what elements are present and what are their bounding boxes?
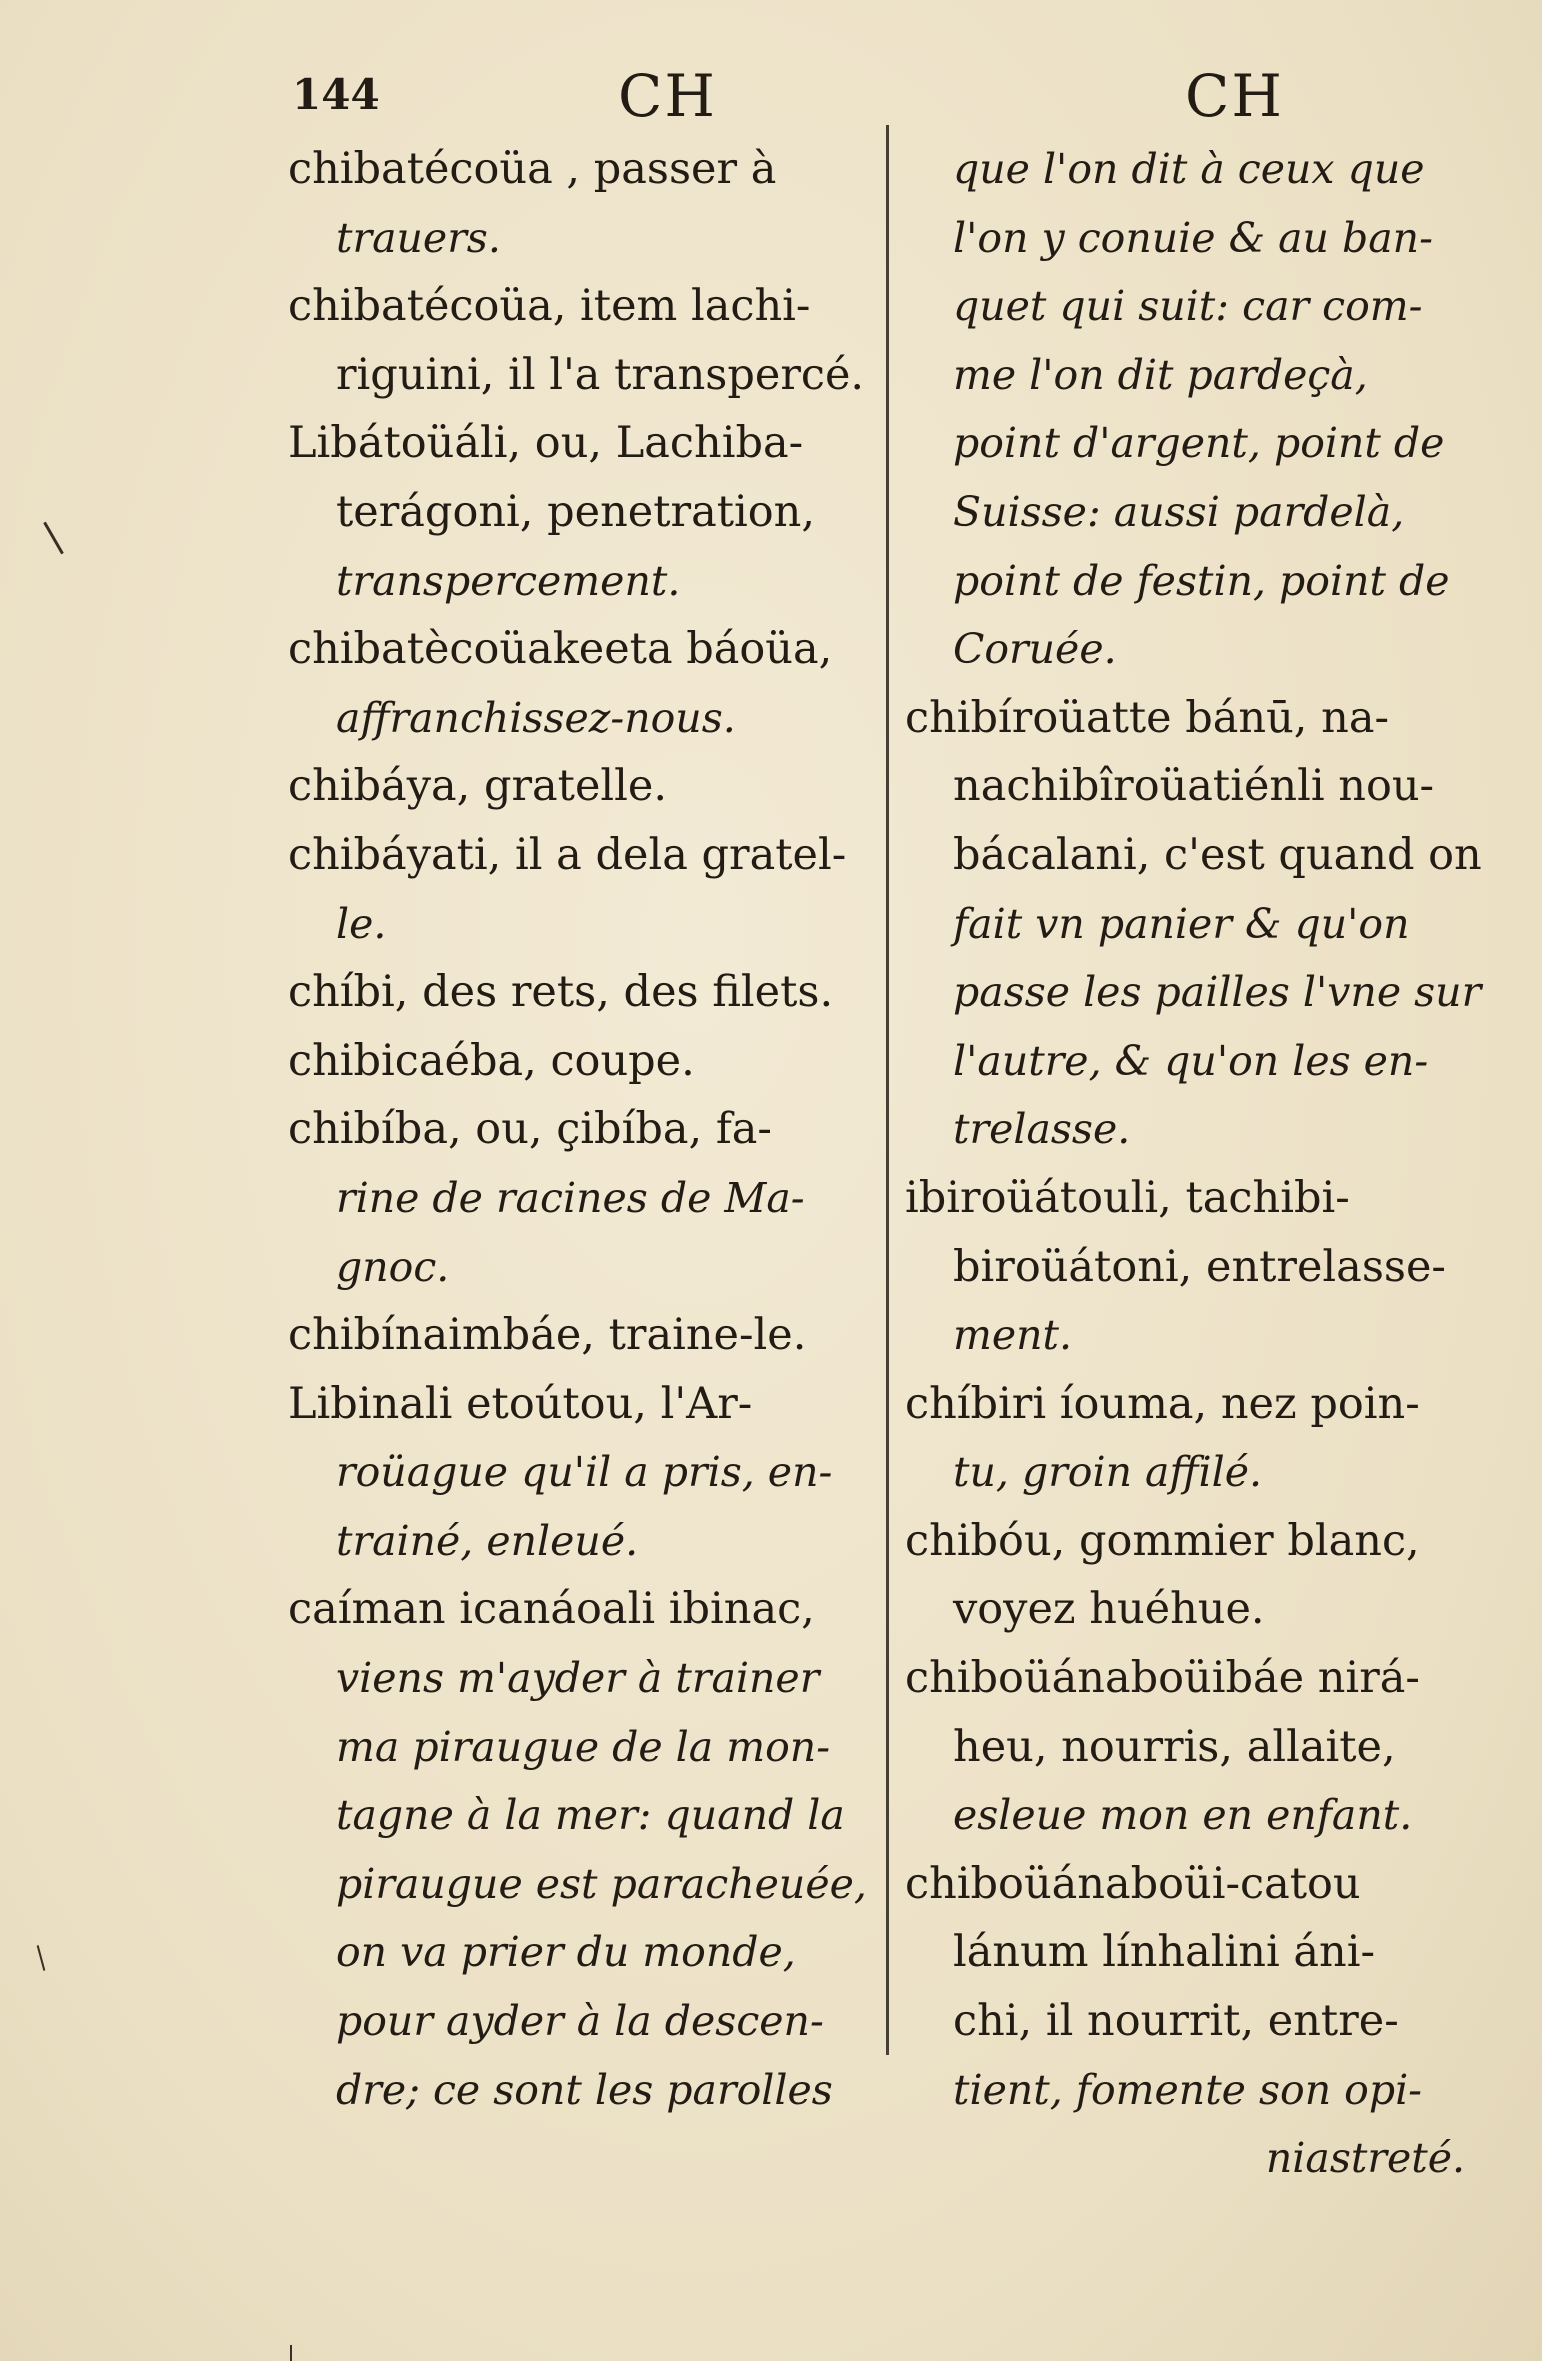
text-line: ment. — [953, 1311, 1073, 1360]
text-line: tagne à la mer: quand la — [336, 1791, 845, 1840]
text-line: chibíroüatte bánū, na- — [905, 692, 1390, 743]
text-line: Coruée. — [953, 625, 1117, 674]
text-line: niastreté. — [1265, 2134, 1465, 2183]
text-line: point de festin, point de — [953, 556, 1450, 605]
text-line: tu, groin affilé. — [953, 1448, 1263, 1497]
text-line: lánum línhalini áni- — [953, 1927, 1375, 1978]
margin-mark — [43, 522, 64, 555]
column-divider — [886, 125, 889, 2055]
text-line: esleue mon en enfant. — [953, 1791, 1413, 1840]
text-line: viens m'ayder à trainer — [336, 1654, 820, 1703]
text-line: ma piraugue de la mon- — [336, 1722, 831, 1771]
text-line: bácalani, c'est quand on — [953, 829, 1482, 880]
text-line: voyez huéhue. — [953, 1584, 1265, 1635]
margin-mark — [290, 2345, 292, 2361]
running-header — [0, 62, 1542, 132]
text-line: chibatécoüa, item lachi- — [288, 281, 811, 332]
text-line: nachibîroüatiénli nou- — [953, 761, 1435, 812]
text-line: l'on y conuie & au ban- — [953, 213, 1433, 262]
text-line: roüague qu'il a pris, en- — [336, 1448, 833, 1497]
text-line: biroüátoni, entrelasse- — [953, 1241, 1446, 1292]
right-column — [905, 135, 1505, 2193]
text-line: que l'on dit à ceux que — [953, 145, 1425, 193]
text-line: l'autre, & qu'on les en- — [953, 1036, 1429, 1085]
text-line: pour ayder à la descen- — [336, 1997, 824, 2046]
text-line: tient, fomente son opi- — [953, 2065, 1423, 2114]
text-line: chibatècoüakeeta báoüa, — [288, 624, 833, 675]
text-line: chibínaimbáe, traine-le. — [288, 1310, 807, 1361]
text-line: ibiroüátouli, tachibi- — [905, 1172, 1350, 1223]
text-line: caíman icanáoali ibinac, — [288, 1584, 815, 1635]
text-line: on va prier du monde, — [336, 1928, 796, 1977]
text-line: gnoc. — [336, 1242, 450, 1291]
text-line: Libátoüáli, ou, Lachiba- — [288, 418, 804, 469]
text-line: passe les pailles l'vne sur — [953, 968, 1482, 1017]
text-line: terágoni, penetration, — [336, 486, 815, 537]
text-line: Libinali etoútou, l'Ar- — [288, 1378, 753, 1429]
text-line: chi, il nourrit, entre- — [953, 1996, 1399, 2047]
text-line: trelasse. — [953, 1105, 1131, 1154]
text-line: Suisse: aussi pardelà, — [953, 487, 1405, 536]
text-line: trainé, enleué. — [336, 1516, 639, 1565]
text-line: rine de racines de Ma- — [336, 1173, 805, 1222]
text-line: chibáyati, il a dela gratel- — [288, 829, 847, 880]
text-line: piraugue est paracheuée, — [336, 1859, 867, 1908]
text-line: chibáya, gratelle. — [288, 761, 668, 812]
text-line: me l'on dit pardeçà, — [953, 350, 1368, 399]
page-number: 144 — [292, 70, 380, 119]
text-line: transpercement. — [336, 556, 681, 605]
text-line: fait vn panier & qu'on — [953, 899, 1410, 948]
running-head-left: CH — [618, 62, 717, 130]
left-column — [288, 135, 878, 2124]
text-line: point d'argent, point de — [953, 419, 1445, 468]
text-line: chiboüánaboüi-catou — [905, 1858, 1361, 1909]
running-head-right: CH — [1185, 62, 1284, 130]
text-line: heu, nourris, allaite, — [953, 1721, 1396, 1772]
text-line: trauers. — [336, 213, 501, 262]
text-line: chibóu, gommier blanc, — [905, 1515, 1420, 1566]
text-line: le. — [336, 899, 387, 948]
text-line: chiboüánaboüibáe nirá- — [905, 1653, 1420, 1704]
margin-mark — [37, 1945, 46, 1971]
text-line: quet qui suit: car com- — [953, 282, 1423, 331]
text-line: affranchissez-nous. — [336, 693, 736, 742]
text-line: riguini, il l'a transpercé. — [336, 349, 865, 400]
text-line: chibatécoüa , passer à — [288, 144, 777, 194]
text-line: chíbi, des rets, des filets. — [288, 967, 834, 1018]
text-line: chibíba, ou, çibíba, fa- — [288, 1104, 772, 1155]
text-line: dre; ce sont les parolles — [336, 2065, 833, 2114]
text-line: chibicaéba, coupe. — [288, 1035, 695, 1086]
text-line: chíbiri íouma, nez poin- — [905, 1378, 1420, 1429]
